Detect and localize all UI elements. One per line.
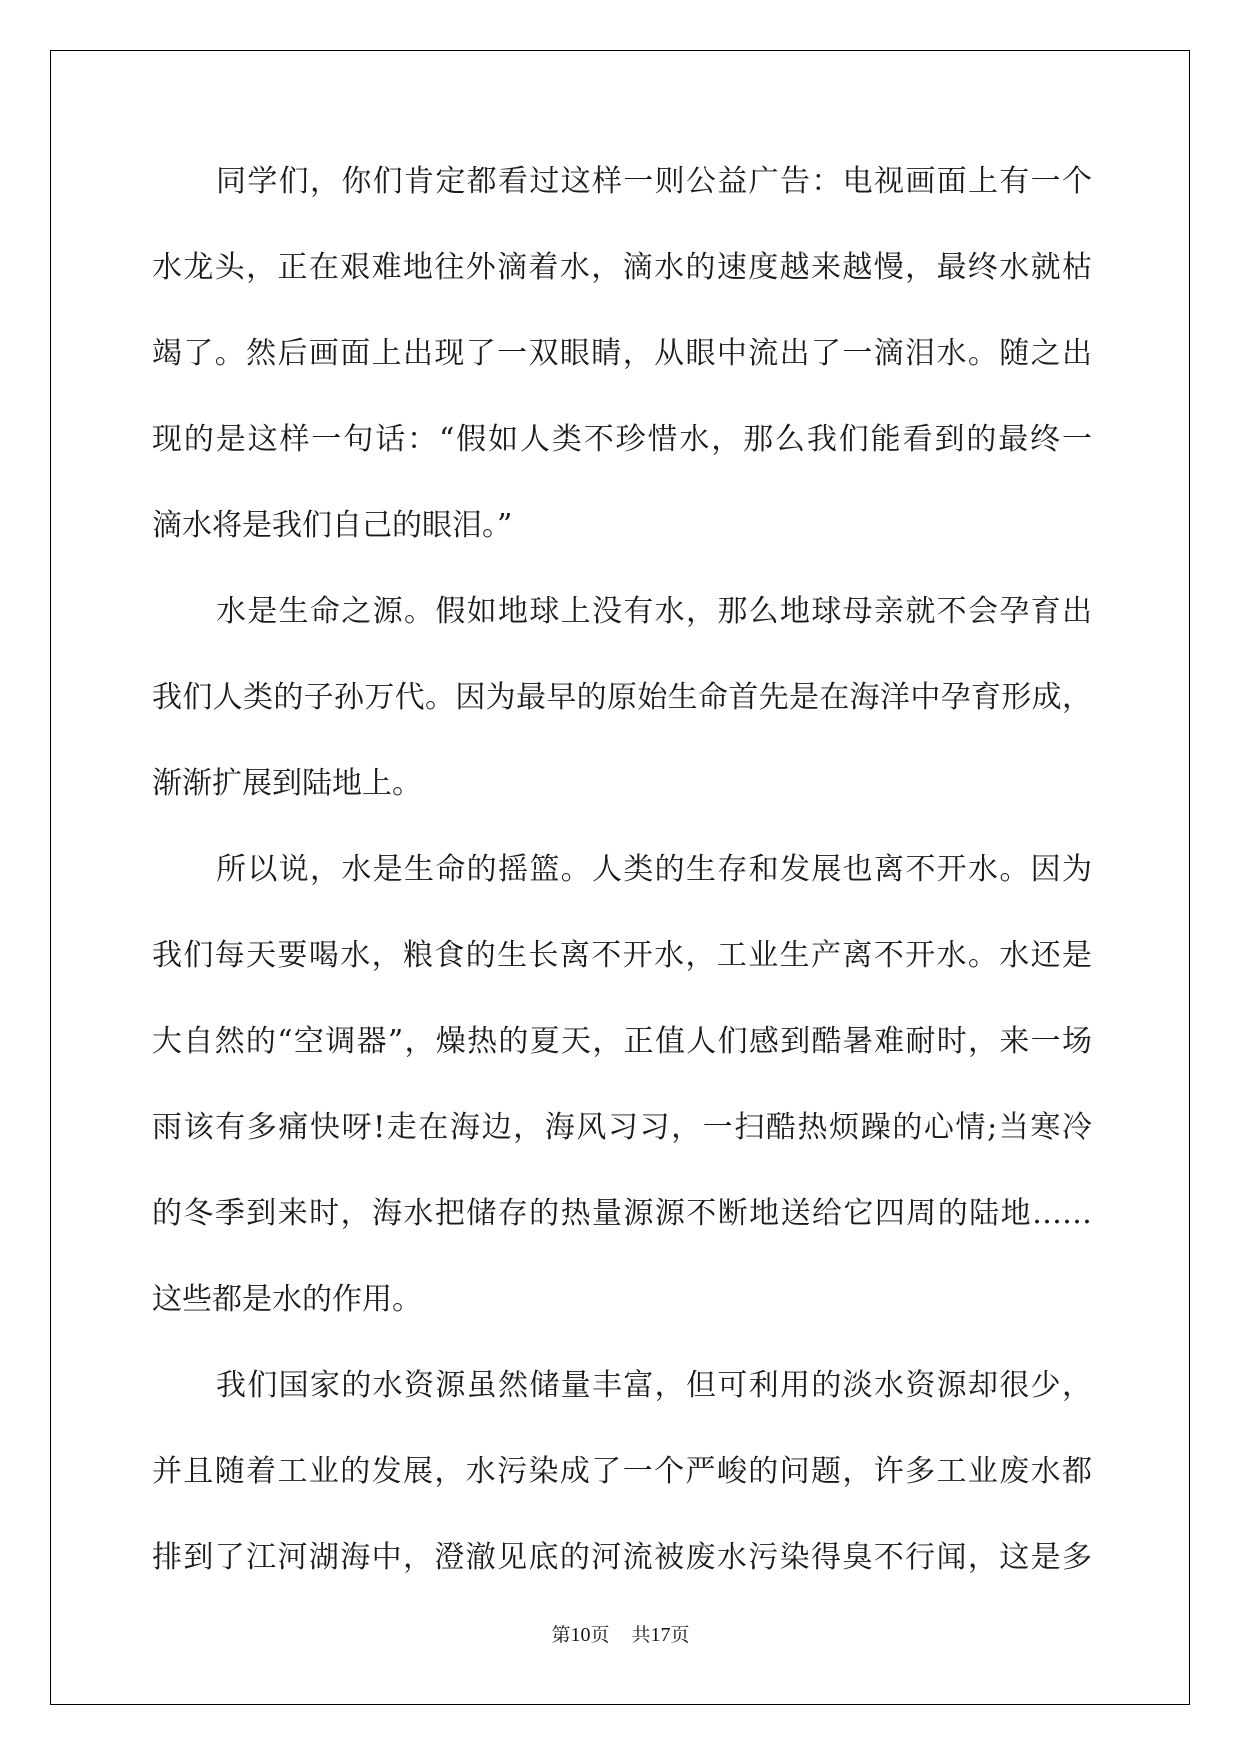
text-line: 并且随着工业的发展，水污染成了一个严峻的问题，许多工业废水都 <box>152 1454 1092 1489</box>
text-line: 现的是这样一句话：“假如人类不珍惜水，那么我们能看到的最终一 <box>152 422 1092 457</box>
text-line: 大自然的“空调器”，燥热的夏天，正值人们感到酷暑难耐时，来一场 <box>152 1024 1092 1059</box>
text-line: 水龙头，正在艰难地往外滴着水，滴水的速度越来越慢，最终水就枯 <box>152 250 1092 285</box>
text-line: 同学们，你们肯定都看过这样一则公益广告：电视画面上有一个 <box>216 164 1092 199</box>
text-line: 的冬季到来时，海水把储存的热量源源不断地送给它四周的陆地…… <box>152 1196 1092 1231</box>
text-line: 渐渐扩展到陆地上。 <box>152 766 422 801</box>
text-line: 我们国家的水资源虽然储量丰富，但可利用的淡水资源却很少， <box>216 1368 1092 1403</box>
text-line: 这些都是水的作用。 <box>152 1282 422 1317</box>
text-line: 滴水将是我们自己的眼泪。” <box>152 508 513 543</box>
total-pages-suffix: 页 <box>670 1624 690 1646</box>
total-pages-prefix: 共 <box>631 1624 651 1646</box>
text-line: 所以说，水是生命的摇篮。人类的生存和发展也离不开水。因为 <box>216 852 1092 887</box>
text-line: 我们人类的子孙万代。因为最早的原始生命首先是在海洋中孕育形成， <box>152 680 1092 715</box>
total-page-count: 17 <box>650 1624 671 1646</box>
text-line: 竭了。然后画面上出现了一双眼睛，从眼中流出了一滴泪水。随之出 <box>152 336 1092 371</box>
text-line: 水是生命之源。假如地球上没有水，那么地球母亲就不会孕育出 <box>216 594 1092 629</box>
text-line: 排到了江河湖海中，澄澈见底的河流被废水污染得臭不行闻，这是多 <box>152 1540 1092 1575</box>
page-footer <box>0 1620 1241 1647</box>
document-body <box>152 162 1092 1624</box>
current-page-number: 10 <box>570 1624 591 1646</box>
text-line: 我们每天要喝水，粮食的生长离不开水，工业生产离不开水。水还是 <box>152 938 1092 973</box>
text-line: 雨该有多痛快呀!走在海边，海风习习，一扫酷热烦躁的心情;当寒冷 <box>152 1110 1092 1145</box>
page-number-suffix: 页 <box>590 1624 610 1646</box>
page-number-prefix: 第 <box>551 1624 571 1646</box>
